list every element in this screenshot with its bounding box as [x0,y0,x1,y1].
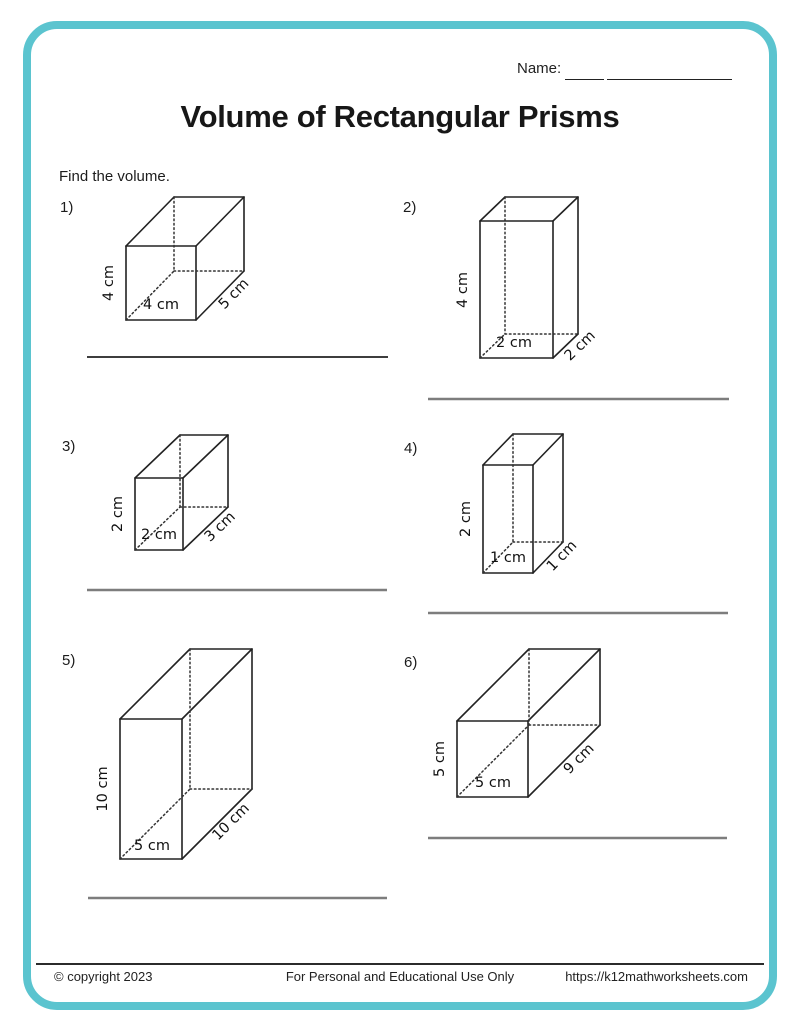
problem-1-width-label: 4 cm [143,297,179,313]
problem-4-figure [428,434,728,613]
prism-edge [182,649,252,719]
problem-1-height-label: 4 cm [101,265,117,301]
prism-edge [528,725,600,797]
problem-6-depth-label: 9 cm [560,740,598,778]
instruction-text: Find the volume. [59,168,170,185]
problem-4-number: 4) [404,440,418,457]
problem-4-width-label: 1 cm [490,550,526,566]
problem-3-number: 3) [62,438,76,455]
problem-5-width-label: 5 cm [134,838,170,854]
footer-copyright: © copyright 2023 [54,969,153,984]
problem-6-height-label: 5 cm [432,741,448,777]
problem-3-height-label: 2 cm [110,496,126,532]
prism-edge [120,649,190,719]
problem-5-number: 5) [62,652,76,669]
prism-edge [553,197,578,221]
problem-3-depth-label: 3 cm [201,508,239,546]
prism-edge [457,649,529,721]
problem-3-width-label: 2 cm [141,527,177,543]
name-label: Name: [517,60,562,77]
problem-6-number: 6) [404,654,418,671]
problem-6-figure [428,649,727,838]
problem-2-height-label: 4 cm [455,272,471,308]
prism-edge [480,197,505,221]
problem-1-figure [87,197,388,357]
problem-5-height-label: 10 cm [95,766,111,812]
prism-edge [528,649,600,721]
problem-3-figure [87,435,387,590]
footer-usage-text: For Personal and Educational Use Only [285,969,515,984]
page-title: Volume of Rectangular Prisms [180,99,620,134]
prism-edge [126,197,174,246]
prism-edge [533,434,563,465]
problem-2-width-label: 2 cm [496,335,532,351]
footer-url: https://k12mathworksheets.com [565,969,748,984]
problem-1-depth-label: 5 cm [215,275,253,313]
prism-edge [183,435,228,478]
problem-5-depth-label: 10 cm [209,800,253,844]
problem-6-width-label: 5 cm [475,775,511,791]
problem-4-depth-label: 1 cm [543,537,581,575]
problem-2-depth-label: 2 cm [561,327,599,365]
problem-4-height-label: 2 cm [458,501,474,537]
problem-1-number: 1) [60,199,74,216]
prism-edge [135,435,180,478]
problem-2-number: 2) [403,199,417,216]
prism-edge [483,434,513,465]
footer-divider [36,963,764,965]
prism-edge [196,197,244,246]
problem-2-figure [428,197,729,399]
problem-5-figure [88,649,387,898]
